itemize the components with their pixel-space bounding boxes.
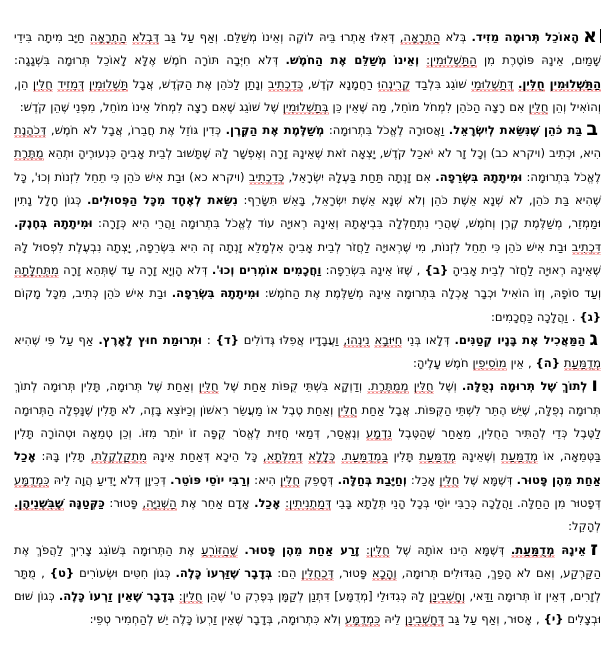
spellcheck-word: כְּדִכְתִיב bbox=[248, 169, 285, 184]
spellcheck-word: חֻלִּין bbox=[528, 99, 549, 114]
bold-run: הַמַּאֲכִיל אֶת בָּנָיו קְטַנִּים. bbox=[454, 332, 586, 347]
text-run: דְּשֶׁמָּא הֵינוּ אוֹתָהּ שֶׁל חֻלִּין: bbox=[365, 542, 505, 557]
bold-run: וַחֲכָמִים אוֹמְרִים וְכוּ'. bbox=[211, 262, 322, 277]
text-run: וַאֲסוּרָה לֶאֱכֹל בִּתְרוּמָה: bbox=[328, 123, 445, 138]
text-run: דִּכְתִיב וּבַת אִישׁ כֹּהֵן כִּי תֵחֵל לִזְנוֹת, מִי שֶׁרְאוּיָה לַחֲזֹר לְבֵית אָבִיהָ אִלְמָלֵא זָנְתָה זֶה הִיא בִּשְׂרֵפָה, יָצְתָה נִבְעֶלֶת לִפְסוּל לָהּ שֶׁאֵינָהּ רְאוּיָה לַחֲזֹר לְבֵית אָבִיהָ bbox=[14, 239, 602, 277]
text-run: אָדָם אַחֵר אֶת הַשְּׁנִיָּה, פָּטוּר: bbox=[109, 495, 250, 510]
text-run: , מֻתָּר לְזָרִים, דְּאֵין זוֹ תְּרוּמָה וַדַּאי, וְחָשְׁבִינַן לָהּ כְּגִדּוּלֵי [מְדֻמָּע] דִּתְנַן לְקַמָּן בְּפֶרֶק ט' שֶׁהֵן חֻלִּין: bbox=[14, 565, 602, 604]
spellcheck-word: כִּמְדֻמָּע bbox=[344, 612, 381, 627]
paragraph-p2[interactable] bbox=[14, 119, 601, 329]
spellcheck-word: שֶׁבִּשְׁנֵיהֶן. bbox=[14, 495, 64, 510]
bold-run bbox=[518, 77, 601, 92]
spellcheck-word: הַתַּשְׁלוּמִין bbox=[549, 76, 602, 91]
text-run: אַף עַל פִּי שֶׁהִיא מְדֻמַּעַת bbox=[14, 332, 601, 371]
spellcheck-word: חֻלִּין bbox=[439, 472, 460, 487]
spellcheck-word: שֶׁהַזּוֹרֵעַ bbox=[201, 542, 238, 557]
spellcheck-word: בְּתַשְׁלוּמִין bbox=[282, 99, 329, 114]
document-text-body[interactable] bbox=[14, 26, 601, 632]
spellcheck-word: מְדֻמַּעַת bbox=[419, 449, 457, 464]
spellcheck-word: מְדֻמַּעַת. bbox=[510, 542, 555, 557]
footnote-ref[interactable]: {ג} bbox=[579, 309, 601, 324]
paragraph-p4[interactable] bbox=[14, 375, 601, 538]
text-run: כְּגוֹן שׁוּם וּבְצָלִים bbox=[14, 589, 601, 627]
spellcheck-word: חֻלִּין bbox=[413, 379, 434, 394]
text-run: דְּלֹא חִיְּבָה תּוֹרָה חֹמֶשׁ אֶלָּא לָאוֹכֵל תְּרוּמָה בִּשְׁגָגָה: bbox=[14, 53, 279, 68]
text-run: כְּדִין גּוֹזֵל אֶת חֲבֵרוֹ, אֲבָל לֹא חֹמֶשׁ, דְּכֹהֶנֶת הִיא, וּכְתִיב (ויקרא כב) וְכָל זָר לֹא יֹאכַל קֹדֶשׁ, יָצְאָה זֹאת שֶׁאֵינָהּ זָרָה וְאֶפְשָׁר לָהּ שֶׁתָּשׁוּב לְבֵית אָבִיהָ כִּנְעוּרֶיהָ וּתְהֵא מֻתֶּרֶת לֶאֱכֹל בִּתְרוּמָה: bbox=[14, 123, 602, 184]
spellcheck-word: הַשְּׁנִיָּה, bbox=[142, 495, 177, 510]
spellcheck-word: דִּכְתִיב bbox=[571, 239, 602, 254]
spellcheck-word: חֻלִּין: bbox=[365, 542, 390, 557]
spellcheck-word: מוֹסִיפִין bbox=[472, 356, 507, 371]
spellcheck-word: דְּבְלֹא bbox=[131, 30, 160, 44]
spellcheck-word: חֻלִּין bbox=[337, 402, 358, 417]
text-run: וּבַת אִישׁ כֹּהֵן כְּתִיב, מִכָּל מָקוֹם bbox=[14, 286, 167, 301]
text-run: , אֵין מוֹסִיפִין חֹמֶשׁ עָלֶיהָ: bbox=[413, 356, 532, 371]
section-letter: ז bbox=[590, 537, 598, 560]
text-run: , שֶׁזּוֹ אֵינָהּ בִּשְׂרֵפָה: bbox=[325, 262, 421, 277]
section-letter: ב bbox=[586, 118, 598, 141]
section-letter: א bbox=[583, 25, 597, 47]
footnote-ref[interactable]: {ה} bbox=[535, 356, 561, 371]
bold-run: וּמִיתָתָהּ בְּחֶנֶק. bbox=[14, 216, 93, 231]
text-run: דְּלָאו בְּנֵי חִיּוּבָא נִינְהוּ, וַעֲבָדָיו אֲפִלּוּ גְּדוֹלִים bbox=[243, 332, 450, 347]
spellcheck-word: דְּחָשְׁבִינַן bbox=[404, 612, 445, 627]
text-run: : bbox=[206, 332, 211, 347]
bold-run: אֵינָהּ מְדֻמַּעַת. bbox=[510, 542, 587, 557]
spellcheck-word: קְרִינְהוּ bbox=[377, 76, 411, 91]
spellcheck-word: חֻלִּין: bbox=[178, 589, 203, 604]
text-run: דְּשֶׁמָּא שֶׁל חֻלִּין אָכַל: bbox=[410, 472, 513, 487]
text-run: אִם זָנְתָה תַּחַת בַּעְלָהּ יִשְׂרָאֵל, כְּדִכְתִיב (ויקרא כא) וּבַת אִישׁ כֹּהֵן כִּי תֵחֵל לִזְנוֹת וְכוּ', כָּל שֶׁהִיא בַּת כֹּהֵן, לֹא שְׁנָא אֵשֶׁת כֹּהֵן וְלֹא שְׁנָא אֵשֶׁת יִשְׂרָאֵל, בָּאֵשׁ תִּשָּׂרֵף: bbox=[14, 169, 602, 208]
spellcheck-word: נִינְהוּ, bbox=[343, 332, 370, 347]
spellcheck-word: חִיּוּבָא bbox=[374, 332, 403, 347]
text-run: דְּכֵיוָן דְּלֹא יָדִיעַ הֲוָה לֵיהּ כִּמְדֻמָּע דְּפָטוּר מִן הַחַלָּה. וַהֲלָכָה כְּרַבִּי יוֹסֵי בְּכָל הָנֵי תְּלָתָא בָּבֵי דְּמַתְנִיתִין: bbox=[14, 472, 601, 510]
paragraph-p1[interactable] bbox=[14, 26, 601, 119]
text-run: וְשֶׁל חֻלִּין מְמֻתֶּרֶת. וְדַוְקָא בִּשְׁתֵּי קֻפּוֹת אַחַת שֶׁל חֻלִּין וְאַחַת שֶׁל תְּרוּמָה, תָּלִין תְּרוּמָה לְתוֹךְ תְּרוּמָה נְפֻלָּה, שֶׁיֵּשׁ הֶתֵּר לִשְׁתֵּי הַקֻּפּוֹת. אֲבָל אַחַת חֻלִּין וְאַחַת טֶבֶל אוֹ מַעֲשֵׂר רִאשׁוֹן וְכַיּוֹצֵא בָּזֶה, לֹא תָּלִין שֶׁנָּפְלָה הַתְּרוּמָה לַטֶּבֶל כְּדֵי לְהַתִּיר הַחֻלִּין, מֵאַחַר שֶׁהַטֶּבֶל נִדְמָע וְנֶאֱסַר, דְּמַאי חֲזִית לֶאֱסֹר קֻפָּה זוֹ יוֹתֵר מִזּוֹ. וְכֵן טְמֵאָה וּטְהוֹרָה תָּלִין בַּטְּמֵאָה, אוֹ מְדֻמַּעַת וְשֶׁאֵינָהּ מְדֻמַּעַת תָּלִין בַּמְדֻמַּעַת. כְּלָלָא דְּמִלְּתָא, כָּל הֵיכָא דְּאַחַת אֵינָהּ מִתְקַלְקֶלֶת, תָּלִין בָּהּ: bbox=[14, 379, 602, 464]
text-run: לְהָקֵל: bbox=[568, 519, 601, 534]
spellcheck-word: וְחָשְׁבִינַן bbox=[429, 589, 466, 604]
spellcheck-word: מְדֻמַּעַת bbox=[563, 356, 601, 371]
text-run: בְּלֹא הַתְרָאָה, דְּאִלּוּ אַתְרוּ בֵּיהּ לוֹקֶה וְאֵינוֹ מְשַׁלֵּם. וְאַף עַל גַּב דְּבְלֹא הַתְרָאָה חַיָּב מִיתָה בִּידֵי שָׁמַיִם, אֵינָהּ פּוֹטֶרֶת מִן הַתַּשְׁלוּמִין: bbox=[14, 30, 601, 68]
spellcheck-word: בַּמְדֻמַּעַת. bbox=[340, 449, 389, 464]
spellcheck-word: וְהָכָא bbox=[372, 565, 397, 580]
bold-run: הָאוֹכֵל תְּרוּמָה מֵזִיד. bbox=[471, 30, 580, 44]
text-caret bbox=[600, 29, 601, 43]
text-run: כְּגוֹן חִטִּים וּשְׂעוֹרִים bbox=[79, 565, 171, 580]
spellcheck-word: מִתְּחִלָּתָהּ bbox=[14, 262, 59, 277]
section-letter: ג bbox=[589, 327, 598, 350]
text-run: דְּסָפֵק חֻלִּין הִיא: bbox=[254, 472, 334, 487]
spellcheck-word: דְּכֹהֶנֶת bbox=[14, 123, 47, 138]
bold-run: וּמִיתָתָהּ בִּשְׂרֵפָה. bbox=[435, 169, 523, 184]
spellcheck-word: נִדְמָע bbox=[365, 426, 393, 441]
text-run: דְּתַשְׁלוּמֵי שׁוֹגֵג בִּלְבַד קְרִינְהוּ רַחֲמָנָא קֹדֶשׁ, כְּדִכְתִיב וְנָתַן לַכֹּהֵן אֶת הַקֹּדֶשׁ, אֲבָל תַּשְׁלוּמִין דְּמֵזִיד חֻלִּין הֵן, וְהוֹאִיל וְהֵן חֻלִּין אִם רָצָה הַכֹּהֵן לִמְחֹל מוֹחֵל, מַה שֶּׁאֵין כֵּן בְּתַשְׁלוּמִין שֶׁל שׁוֹגֵג שֶׁאִם רָצָה לִמְחֹל אֵינוֹ מוֹחֵל, מִפְּנֵי שֶׁהֵן קֹדֶשׁ: bbox=[14, 76, 601, 114]
footnote-ref[interactable]: {ט} bbox=[49, 565, 75, 580]
bold-run: כַּקְּטַנָּה שֶׁבִּשְׁנֵיהֶן. bbox=[14, 495, 105, 510]
bold-run: מְשַׁלֶּמֶת אֶת הַקֶּרֶן. bbox=[225, 123, 325, 138]
spellcheck-word: דְּתַשְׁלוּמֵי bbox=[471, 76, 514, 91]
spellcheck-word: מְדֻמַּעַת bbox=[500, 449, 539, 464]
spellcheck-word: הַתַּשְׁלוּמִין: bbox=[426, 53, 477, 68]
bold-run: לְתוֹךְ שֶׁל תְּרוּמָה נְפֻלָּה. bbox=[461, 379, 588, 394]
spellcheck-word: הַתְרָאָה, bbox=[399, 30, 441, 44]
footnote-ref[interactable]: {ב} bbox=[424, 262, 449, 277]
bold-run: וּמִיתָתָהּ בִּשְׂרֵפָה. bbox=[171, 286, 260, 301]
bold-run: וְאֵינוֹ מְשַׁלֵּם אֶת הַחֹמֶשׁ. bbox=[285, 53, 420, 68]
bold-run: בְּדָבָר שֶׁאֵין זַרְעוֹ כָּלֶה. bbox=[58, 589, 175, 604]
spellcheck-word: כְּדִכְתִיב bbox=[267, 76, 304, 91]
spellcheck-word: חֻלִּין. bbox=[518, 76, 545, 91]
spellcheck-word: חֻלִּין bbox=[198, 379, 219, 394]
spellcheck-word: דְּכֻחֻלִּין bbox=[301, 565, 334, 580]
spellcheck-word: חֻלִּין bbox=[32, 76, 53, 91]
bold-run: וְחַיָּבַת בְּחַלָּה. bbox=[337, 472, 407, 487]
text-run: . וַהֲלָכָה כַּחֲכָמִים: bbox=[491, 309, 576, 324]
spellcheck-word: דְּמַתְנִיתִין: bbox=[285, 495, 332, 510]
paragraph-p5[interactable] bbox=[14, 539, 601, 632]
spellcheck-word: חֻלִּין bbox=[280, 472, 301, 487]
text-run: דְּלֹא הָוְיָא זָרָה עַד שֶׁתְּהֵא זָרָה מִתְּחִלָּתָהּ וְעַד סוֹפָהּ, וְזוֹ הוֹאִיל וּכְבָר אָכְלָה בִּתְרוּמָה אֵינָהּ מְשַׁלֶּמֶת אֶת הַחֹמֶשׁ: bbox=[14, 262, 602, 301]
bold-run: אָכַל. bbox=[254, 495, 281, 510]
bold-run: אָכַל אַחַת מֵהֶן פָּטוּר. bbox=[14, 449, 602, 487]
bold-run: וּתְרוּמַת חוּץ לָאָרֶץ. bbox=[98, 332, 203, 347]
spellcheck-word: דְּמִלְּתָא, bbox=[262, 449, 303, 464]
spellcheck-word: הַתְרָאָה bbox=[89, 30, 127, 44]
paragraph-p3[interactable] bbox=[14, 329, 601, 376]
section-letter: ו bbox=[591, 374, 598, 397]
spellcheck-word: תַּשְׁלוּמִין bbox=[88, 76, 129, 91]
text-run: , אָסוּר, וְאַף עַל גַּב דְּחָשְׁבִינַן לֵיהּ כִּמְדֻמָּע וְלֹא כִּתְרוּמָה, בְּדָבָר שֶׁאֵין זַרְעוֹ כָּלֶה יֵשׁ לְהַחְמִיר טְפֵי: bbox=[89, 612, 540, 627]
spellcheck-word: כִּמְדֻמָּע bbox=[14, 472, 50, 487]
bold-run: בְּדָבָר שֶׁזַּרְעוֹ כָּלֶה. bbox=[175, 565, 273, 580]
spellcheck-word: דְּמֵזִיד bbox=[57, 76, 85, 91]
bold-run: זָרַע אַחַת מֵהֶן פָּטוּר. bbox=[244, 542, 360, 557]
spellcheck-word: מִתְקַלְקֶלֶת, bbox=[90, 449, 147, 464]
bold-run: וְרַבִּי יוֹסֵי פּוֹטֵר. bbox=[170, 472, 251, 487]
bold-run: נִשֵּׂאת לְאֶחָד מִכָּל הַפְּסוּלִים. bbox=[86, 193, 238, 208]
spellcheck-word: כְּלָלָא bbox=[308, 449, 336, 464]
footnote-ref[interactable]: {י} bbox=[543, 612, 564, 627]
text-run: כְּגוֹן חָלָל נָתִין וּמַמְזֵר, מְשַׁלֶּמֶת קֶרֶן וְחֹמֶשׁ, שֶׁהֲרֵי נִתְחַלְּלָה בִּבְיאָתָהּ וְאֵינָהּ רְאוּיָה עוֹד לֶאֱכֹל בִּתְרוּמָה וַהֲרֵי הִיא כְּזָרָה: bbox=[14, 193, 602, 231]
spellcheck-word: מְמֻתֶּרֶת. bbox=[367, 379, 409, 394]
bold-run: בַּת כֹּהֵן שֶׁנִּשֵּׂאת לְיִשְׂרָאֵל. bbox=[448, 123, 583, 138]
text-run: שֶׁהַזּוֹרֵעַ אֶת הַתְּרוּמָה בְּשׁוֹגֵג צָרִיךְ לַהֲפֹךְ אֶת הַקַּרְקַע, וְאִם לֹא הָפַךְ, הַגִּדּוּלִים תְּרוּמָה, וְהָכָא פָּטוּר, דְּכֻחֻלִּין הֵם: bbox=[14, 542, 602, 580]
spellcheck-word: מֻתֶּרֶת bbox=[14, 146, 44, 161]
footnote-ref[interactable]: {ד} bbox=[215, 332, 239, 347]
